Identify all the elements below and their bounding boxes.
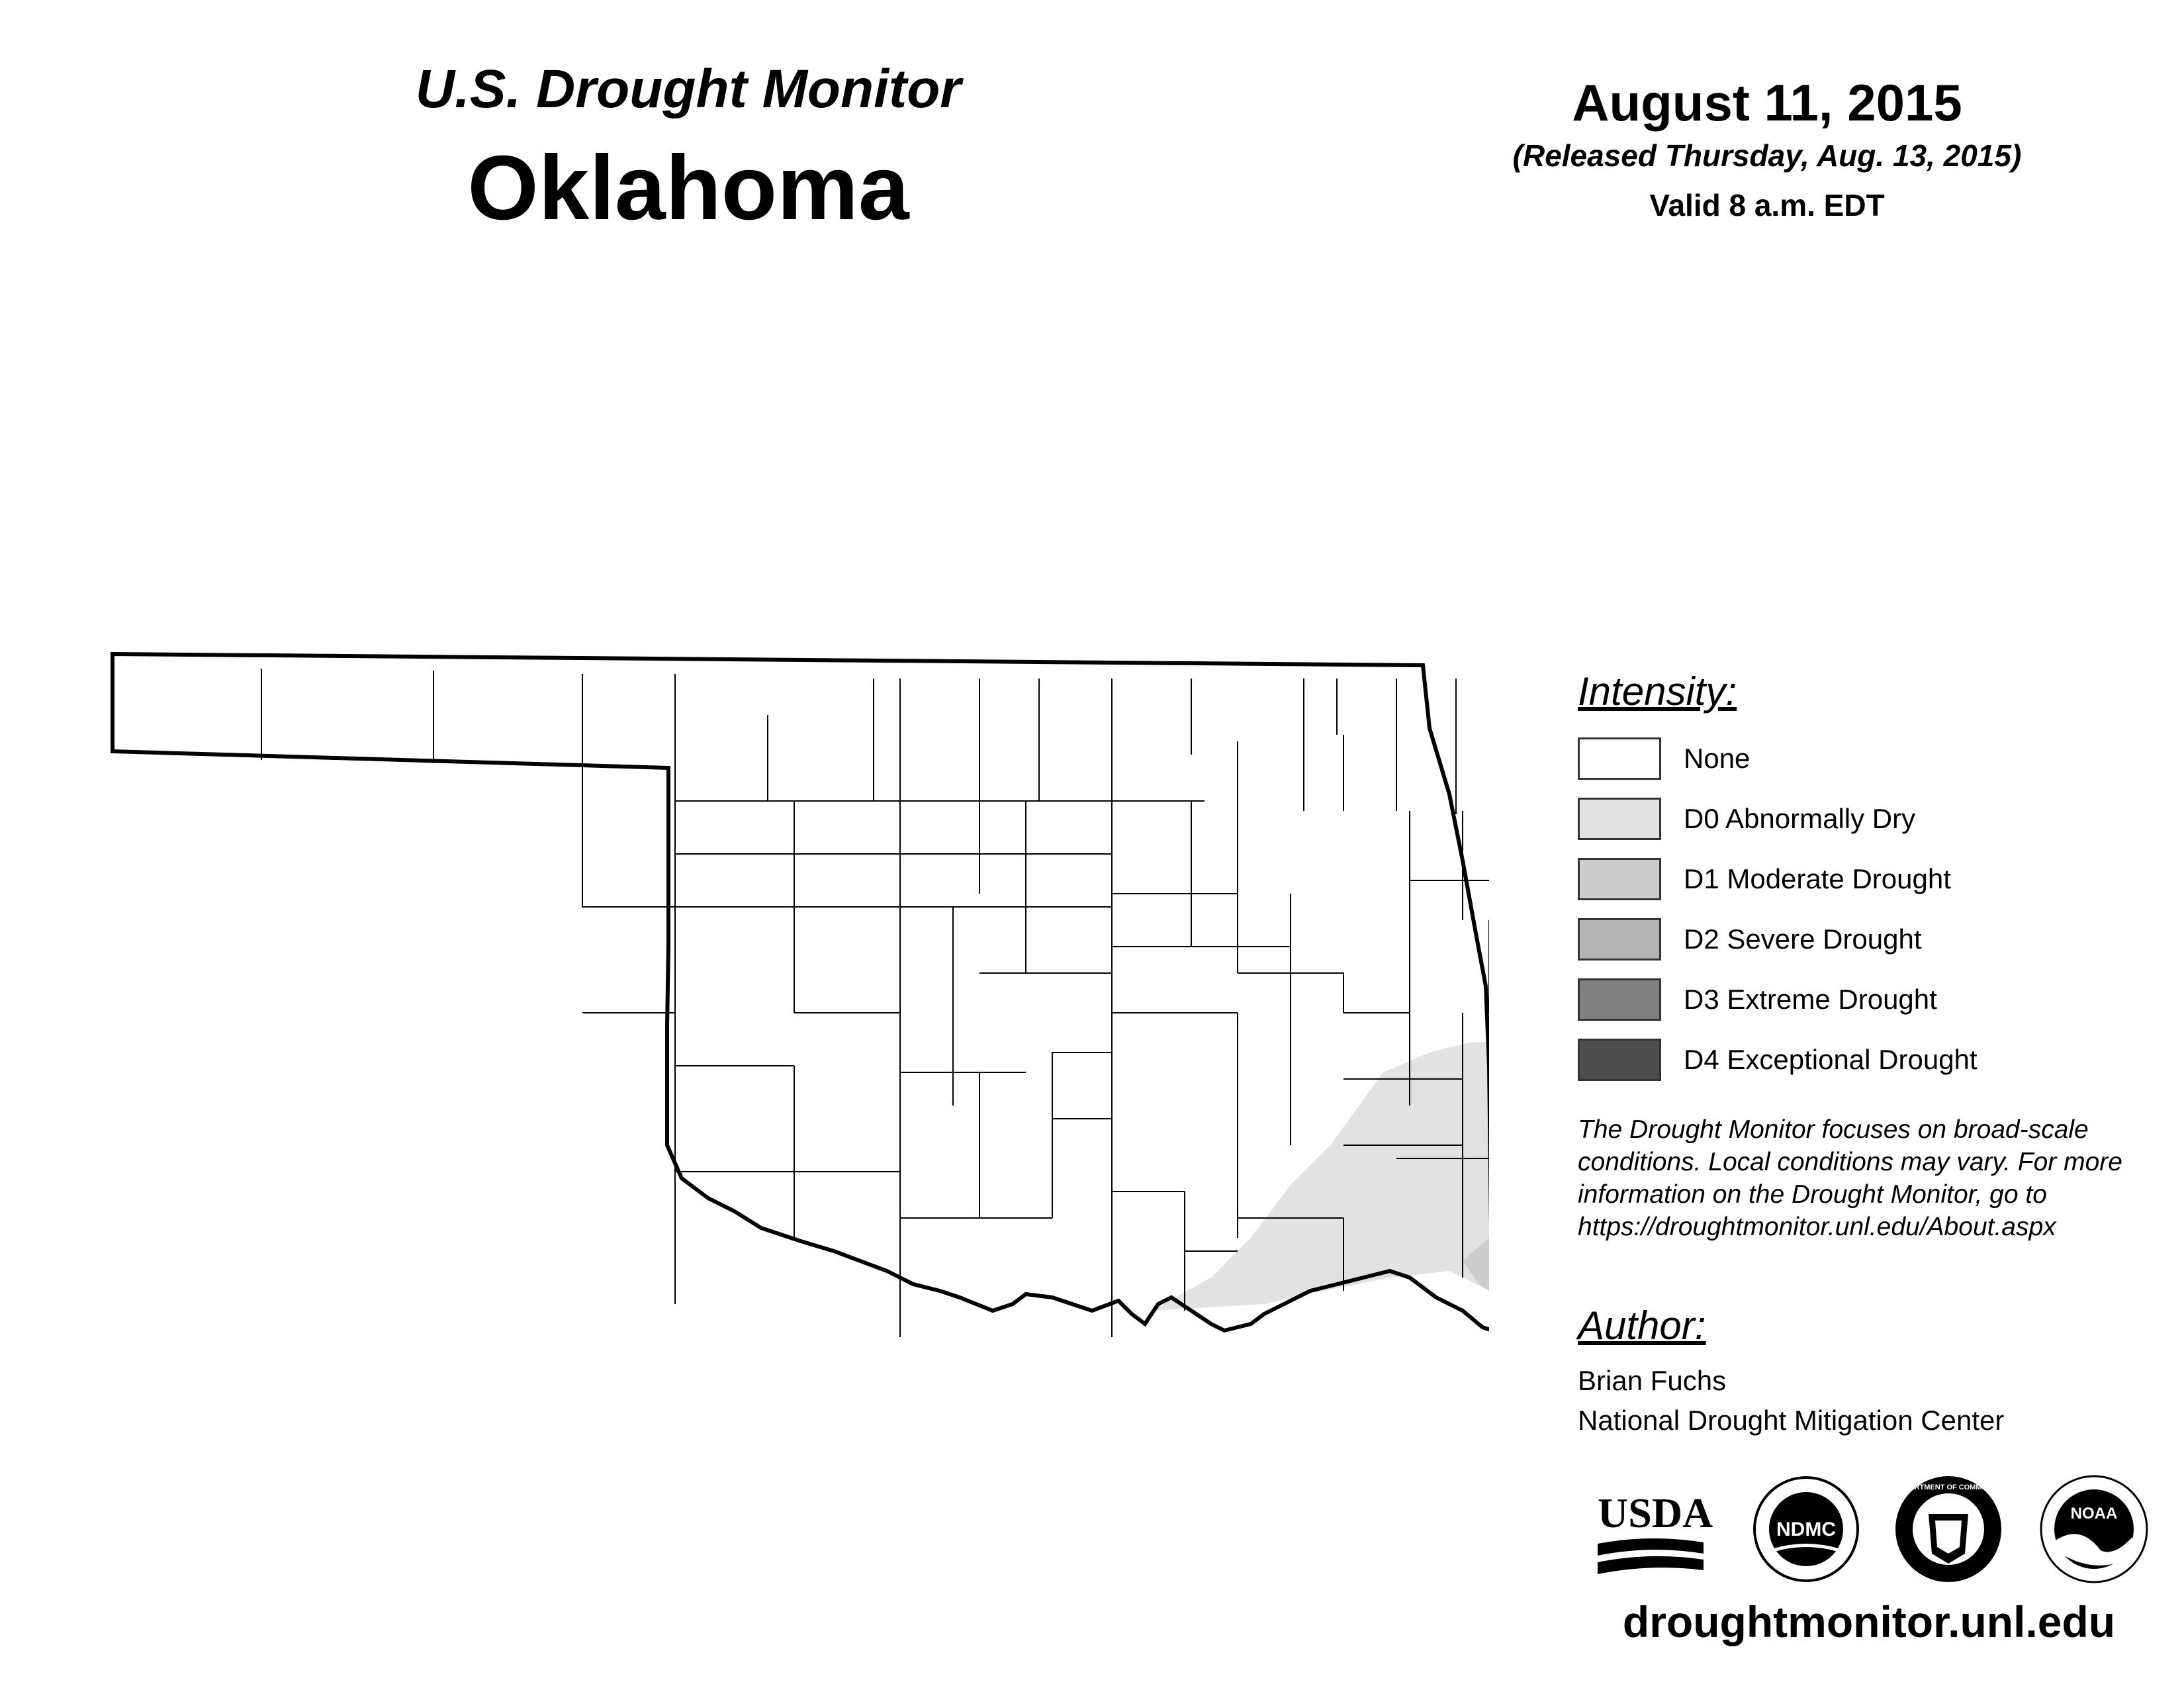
website-link[interactable]: droughtmonitor.unl.edu — [1622, 1597, 2116, 1646]
ndmc-logo — [1754, 1477, 1858, 1581]
usda-logo — [1598, 1489, 1713, 1574]
legend-label: D0 Abnormally Dry — [1684, 803, 1916, 834]
author-organization: National Drought Mitigation Center — [1578, 1405, 2005, 1436]
drought-monitor-note: The Drought Monitor focuses on broad-scale conditions. Local conditions may vary. For more information on the Drought Monitor, go to https://droughtmonitor.unl.edu/About.aspx — [1578, 1115, 2122, 1241]
release-date: (Released Thursday, Aug. 13, 2015) — [1512, 138, 2022, 173]
legend-swatch — [1578, 1039, 1661, 1081]
legend-label: D3 Extreme Drought — [1684, 984, 1937, 1015]
legend-swatch — [1578, 978, 1661, 1021]
state-name: Oklahoma — [467, 137, 909, 239]
legend-label: D2 Severe Drought — [1684, 923, 1922, 955]
legend-item — [1578, 735, 1750, 782]
legend-label: D4 Exceptional Drought — [1684, 1044, 1978, 1075]
oklahoma-drought-map — [99, 642, 1489, 1337]
author-heading: Author: — [1578, 1303, 1706, 1348]
ndmc-logo-text: NDMC — [1776, 1519, 1836, 1540]
commerce-seal — [1895, 1476, 2002, 1582]
commerce-seal-text: DEPARTMENT OF COMMERCE — [1894, 1483, 2003, 1491]
legend-item — [1578, 1037, 1978, 1083]
legend-swatch — [1578, 918, 1661, 961]
legend-item — [1578, 976, 1937, 1023]
usda-logo-text: USDA — [1598, 1489, 1713, 1536]
valid-time: Valid 8 a.m. EDT — [1649, 188, 1885, 222]
legend-heading: Intensity: — [1578, 669, 1737, 714]
noaa-logo — [2041, 1476, 2147, 1582]
author-name: Brian Fuchs — [1578, 1365, 1727, 1396]
legend-label: None — [1684, 743, 1751, 774]
legend-label: D1 Moderate Drought — [1684, 863, 1951, 894]
map-date: August 11, 2015 — [1572, 73, 1962, 132]
legend-swatch — [1578, 798, 1661, 840]
map-title: U.S. Drought Monitor — [415, 59, 962, 119]
legend-item — [1578, 916, 1922, 962]
noaa-logo-text: NOAA — [2070, 1505, 2118, 1523]
partner-logos — [1578, 1471, 2160, 1590]
legend-swatch — [1578, 737, 1661, 780]
legend-swatch — [1578, 858, 1661, 900]
legend-item — [1578, 856, 1951, 902]
legend-item — [1578, 796, 1915, 842]
